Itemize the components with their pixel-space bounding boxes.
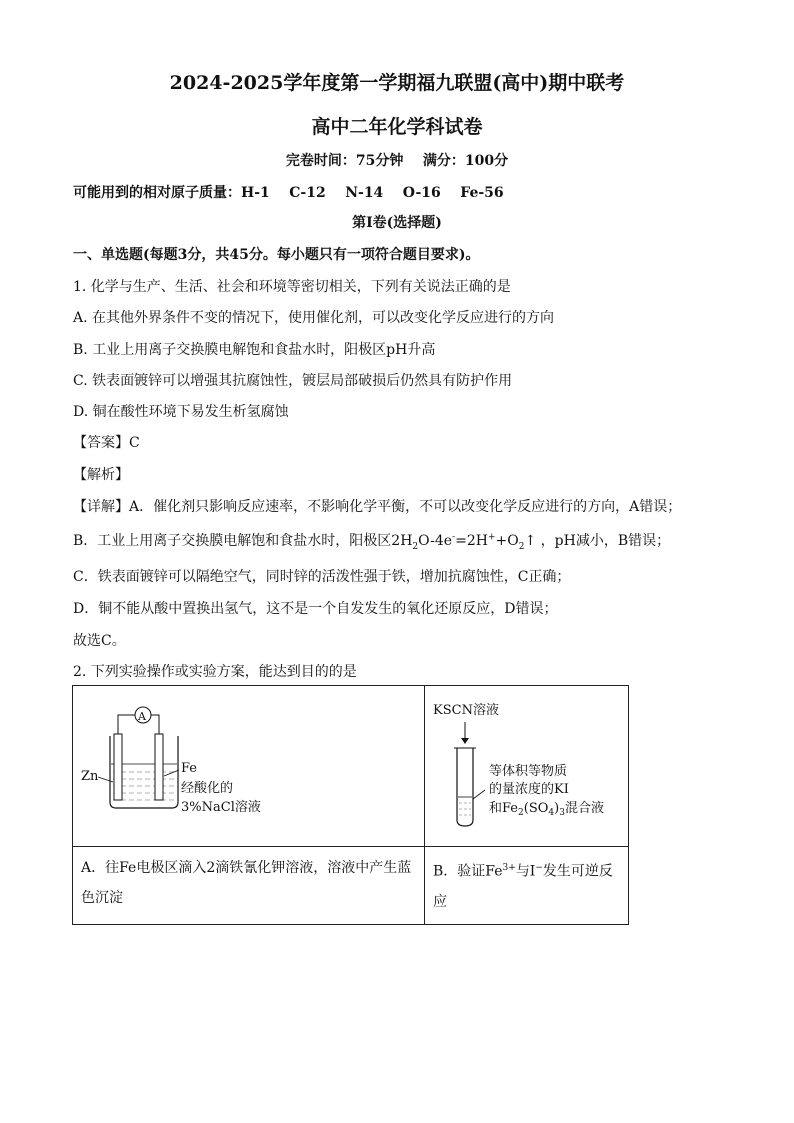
detail-b-text: =2H — [455, 533, 488, 549]
caption-b-text: 与I — [515, 863, 536, 880]
superscript: - — [452, 532, 456, 543]
atomic-mass-line: 可能用到的相对原子质量：H-1 C-12 N-14 O-16 Fe-56 — [73, 185, 504, 201]
mixture-label-2: 的量浓度的KI — [489, 782, 569, 797]
exam-subtitle: 高中二年化学科试卷 — [311, 116, 483, 138]
figure-a-cell — [73, 686, 425, 847]
q1-stem: 1. 化学与生产、生活、社会和环境等密切相关，下列有关说法正确的是 — [73, 279, 511, 295]
exam-info: 完卷时间：75分钟 满分：100分 — [285, 153, 509, 169]
figure-b-cell — [425, 686, 629, 847]
zn-label: Zn — [81, 769, 99, 784]
solution-label-2: 3%NaCl溶液 — [181, 800, 261, 815]
superscript: + — [487, 532, 496, 543]
fe-electrode — [155, 734, 163, 800]
q1-detail-b — [73, 530, 670, 552]
subscript: 2 — [518, 541, 525, 552]
q1-detail-a — [73, 496, 681, 516]
q1-option-c: C. 铁表面镀锌可以增强其抗腐蚀性，镀层局部破损后仍然具有防护作用 — [73, 373, 513, 389]
answer-value: C — [129, 435, 140, 451]
q1-option-a: A. 在其他外界条件不变的情况下，使用催化剂，可以改变化学反应进行的方向 — [73, 310, 555, 326]
fe-label: Fe — [181, 761, 198, 776]
mixture-label-3: 和$Fe_2(SO_4)_3$混合液 — [489, 801, 604, 818]
q1-answer — [73, 432, 140, 452]
q1-option-d: D. 铜在酸性环境下易发生析氢腐蚀 — [73, 404, 289, 420]
detail-label: 【详解】 — [73, 499, 129, 515]
subscript: 2 — [412, 541, 419, 552]
solution-label-1: 经酸化的 — [181, 781, 234, 796]
superscript: 3+ — [502, 863, 516, 873]
q1-option-b: B. 工业上用离子交换膜电解饱和食盐水时，阳极区pH升高 — [73, 342, 436, 358]
q1-detail-d: D．铜不能从酸中置换出氢气，这不是一个自发发生的氧化还原反应，D错误； — [73, 601, 558, 617]
q2-options-table — [72, 685, 629, 925]
caption-b-text: 发生可逆反应 — [433, 863, 613, 910]
exam-title: 2024-2025学年度第一学期福九联盟(高中)期中联考 — [169, 72, 625, 94]
q1-conclusion: 故选C。 — [73, 633, 126, 649]
section-title: 第I卷(选择题) — [352, 215, 442, 231]
q1-analysis-label: 【解析】 — [73, 467, 129, 483]
test-tube-icon — [457, 748, 473, 826]
detail-b-text: +O — [495, 533, 519, 549]
wire-left — [118, 715, 128, 734]
caption-b — [425, 847, 629, 925]
ammeter-label: A — [138, 710, 146, 723]
detail-a-text: A．催化剂只影响反应速率，不影响化学平衡，不可以改变化学反应进行的方向，A错误； — [129, 499, 682, 515]
kscn-label: KSCN溶液 — [433, 703, 499, 718]
part1-instruction: 一、单选题(每题3分，共45分。每小题只有一项符合题目要求)。 — [73, 247, 480, 263]
q2-stem: 2. 下列实验操作或实验方案，能达到目的的是 — [73, 664, 357, 680]
superscript: − — [535, 863, 543, 873]
caption-b-text: B．验证Fe — [433, 863, 503, 880]
detail-b-text: ↑ ，pH减小，B错误； — [524, 533, 671, 549]
answer-label: 【答案】 — [73, 435, 129, 451]
mixture-fill — [458, 797, 472, 815]
detail-b-text: O-4e — [418, 533, 453, 549]
electrolysis-cell-figure — [73, 686, 424, 842]
zn-electrode — [114, 734, 122, 800]
wire-right — [150, 715, 159, 734]
q1-detail-c: C．铁表面镀锌可以隔绝空气，同时锌的活泼性强于铁，增加抗腐蚀性，C正确； — [73, 569, 571, 585]
test-tube-figure — [425, 686, 628, 842]
detail-b-text: B．工业上用离子交换膜电解饱和食盐水时，阳极区2H — [73, 533, 413, 549]
caption-a: A．往Fe电极区滴入2滴铁氰化钾溶液，溶液中产生蓝色沉淀 — [73, 847, 425, 925]
mixture-label-1: 等体积等物质 — [489, 764, 568, 779]
